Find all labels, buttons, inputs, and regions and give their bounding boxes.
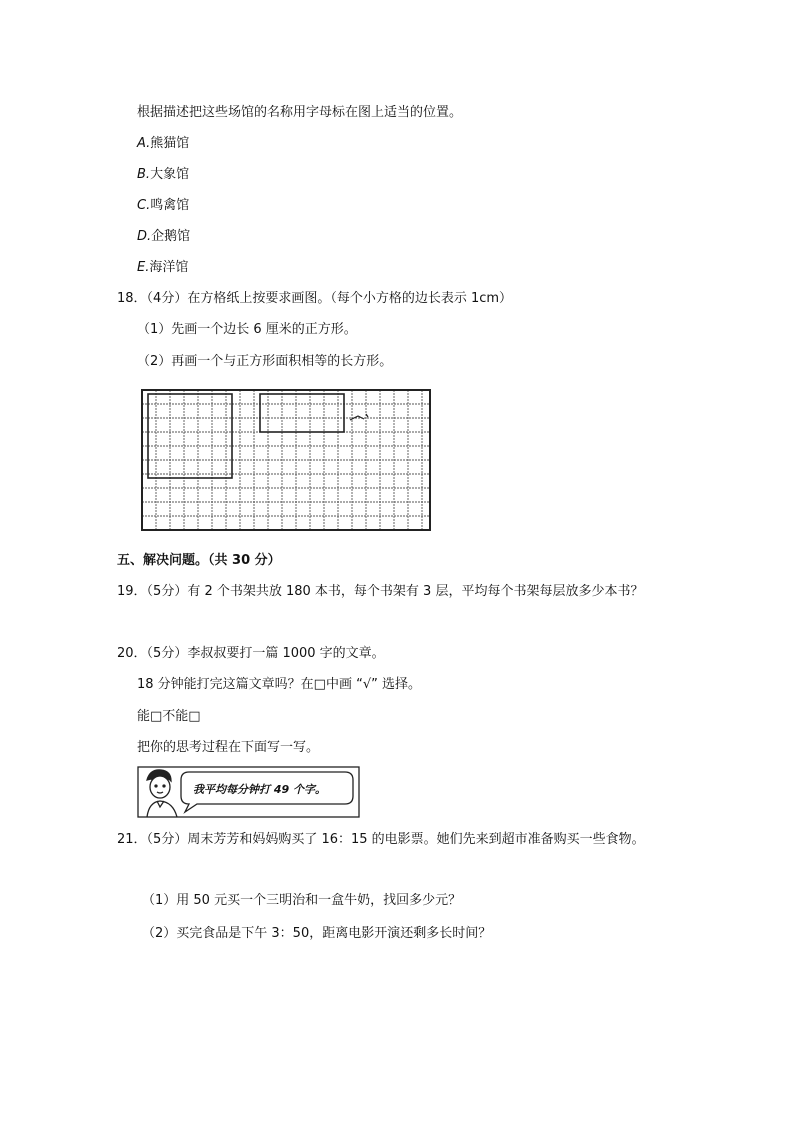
option-c <box>137 197 189 215</box>
option-name: 大象馆 <box>150 167 190 182</box>
option-b <box>137 166 189 184</box>
drawn-rectangle <box>260 394 344 432</box>
option-a <box>137 135 189 153</box>
question-18-sub1: （1）先画一个边长 6 厘米的正方形。 <box>137 322 357 337</box>
question-18-sub2: （2）再画一个与正方形面积相等的长方形。 <box>137 354 393 369</box>
question-20-line4: 把你的思考过程在下面写一写。 <box>137 740 320 755</box>
option-name: 鸣禽馆 <box>150 198 190 213</box>
typist-speech-figure <box>137 766 361 818</box>
question-21-sub2: （2）买完食品是下午 3：50，距离电影开演还剩多长时间？ <box>142 926 492 941</box>
option-name: 熊猫馆 <box>150 136 190 151</box>
question-20-stem: 20．（5分）李叔叔要打一篇 1000 字的文章。 <box>117 646 385 661</box>
option-d <box>137 228 190 246</box>
option-e <box>137 259 188 277</box>
option-letter: C. <box>137 198 151 213</box>
question-21-sub1: （1）用 50 元买一个三明治和一盒牛奶，找回多少元？ <box>142 893 462 908</box>
option-letter: E. <box>137 260 150 275</box>
option-name: 企鹅馆 <box>151 229 191 244</box>
question-19-stem: 19．（5分）有 2 个书架共放 180 本书，每个书架有 3 层，平均每个书架每层放多少本书？ <box>117 584 644 599</box>
option-name: 海洋馆 <box>149 260 189 275</box>
section-5-heading: 五、解决问题。（共 30 分） <box>117 553 281 568</box>
question-21-stem: 21．（5分）周末芳芳和妈妈购买了 16：15 的电影票。她们先来到超市准备购买一些食物。 <box>117 832 645 847</box>
speech-text: 我平均每分钟打 49 个字。 <box>193 783 326 796</box>
option-letter: D. <box>137 229 152 244</box>
grid-paper-figure <box>138 386 434 534</box>
instruction-text: 根据描述把这些场馆的名称用字母标在图上适当的位置。 <box>137 105 463 120</box>
option-letter: A. <box>137 136 151 151</box>
person-illustration <box>147 770 177 817</box>
scribble-mark <box>350 414 368 420</box>
option-letter: B. <box>137 167 151 182</box>
answer-choice: 能□不能□ <box>137 709 201 724</box>
question-18-stem: 18．（4分）在方格纸上按要求画图。（每个小方格的边长表示 1cm） <box>117 291 513 306</box>
question-20-line2: 18 分钟能打完这篇文章吗？在□中画 “√” 选择。 <box>137 677 421 692</box>
drawn-square <box>148 394 232 478</box>
